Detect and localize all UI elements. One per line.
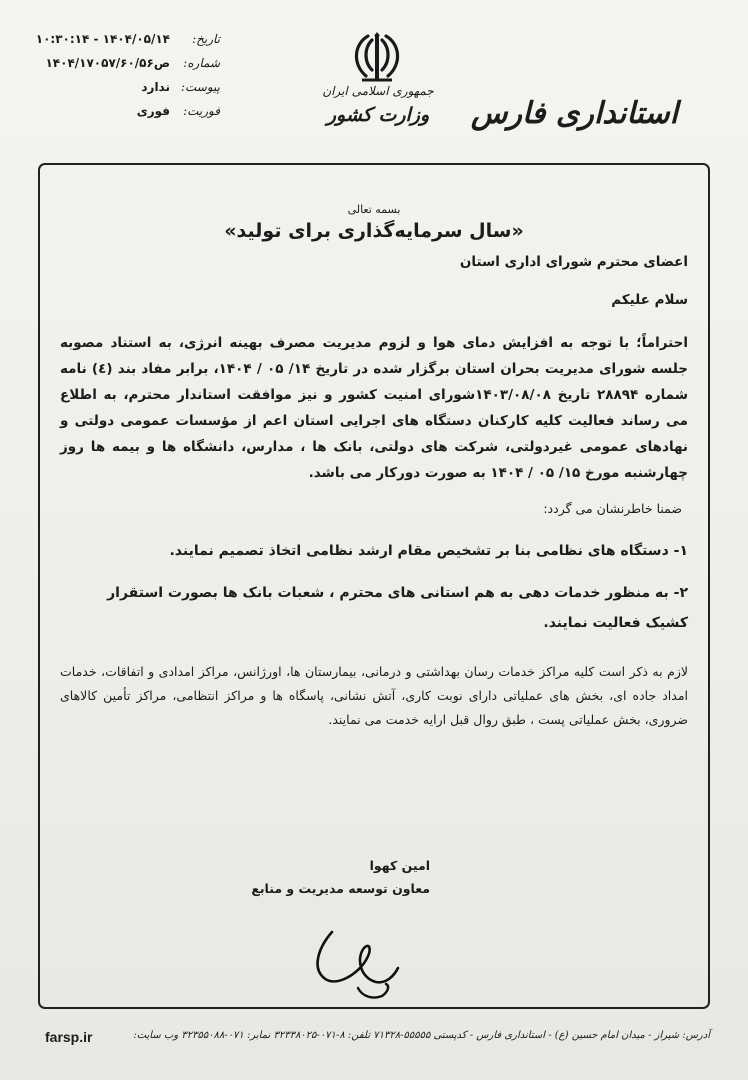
emblem-caption <box>318 84 438 126</box>
meta-urgency-value: فوری <box>136 104 170 118</box>
meta-urgency <box>40 102 220 126</box>
meta-attachment <box>40 78 220 102</box>
meta-attachment-label: پیوست: <box>180 80 220 94</box>
footer-address: آدرس: شیراز - میدان امام حسین (ع) - استانداری فارس - کدپستی ۵۵۵۵۵-۷۱۳۲۸ تلفن: ۸-۰۷۱-۳۲۳۳۸۰۲۵ نمابر: ۰۷۱-۳۲۳۵۵۰۸۸ وب سایت: <box>133 1030 710 1041</box>
main-paragraph: احتراماً؛ با توجه به افزایش دمای هوا و لزوم مدیریت مصرف بهینه انرژی، به استناد مصوبه جلسه شورای مدیریت بحران استان برگزار شده در تاریخ ۱۴/ ۰۵ / ۱۴۰۴، برابر مفاد بند (٤) نامه شماره ۲۸۸۹۴ تاریخ ۱۴۰۳/۰۸/۰۸شورای امنیت کشور و نیز موافقت استاندار محترم، به اطلاع می رساند فعالیت کلیه کارکنان دستگاه های اجرایی استان اعم از مؤسسات عمومی دولتی و نهادهای عمومی غیردولتی، شرکت های دولتی، بانک ها ، مدارس، دانشگاه ها و بیمه ها روز چهارشنبه مورخ ۱۵/ ۰۵ / ۱۴۰۴ به صورت دورکار می باشد. <box>60 335 688 481</box>
meta-number-label: شماره: <box>183 56 220 70</box>
year-slogan: «سال سرمایه‌گذاری برای تولید» <box>224 220 524 242</box>
letter-body <box>60 203 688 732</box>
signer-name: امین کهوا <box>369 858 430 873</box>
meta-date-value: ۱۴۰۴/۰۵/۱۴ - ۱۰:۳۰:۱۴ <box>35 32 170 46</box>
notice-line: ضمنا خاطرنشان می گردد: <box>543 501 682 516</box>
signature-block <box>250 858 430 896</box>
greeting: سلام علیکم <box>611 292 688 308</box>
meta-attachment-value: ندارد <box>141 80 170 94</box>
item-banks: ۲- به منظور خدمات دهی به هم استانی های محترم ، شعبات بانک ها بصورت استقرار کشیک فعالیت نمایند. <box>107 585 688 631</box>
iran-emblem-icon <box>346 30 408 86</box>
invocation: بسمه تعالی <box>347 203 401 216</box>
letter-meta <box>35 30 220 126</box>
emblem-ministry: وزارت کشور <box>326 104 430 126</box>
meta-date-label: تاریخ: <box>192 32 220 46</box>
closing-paragraph: لازم به ذکر است کلیه مراکز خدمات رسان بهداشتی و درمانی، بیمارستان ها، اورژانس، مراکز امدادی و اتفاقات، خدمات امداد جاده ای، بخش های عملیاتی دارای نوبت کاری، آتش نشانی، پاسگاه ها و مراکز انتظامی، مراکز تأمین کالاهای ضروری، بخش عملیاتی پست ، طبق روال قبل ارایه خدمت می نمایند. <box>60 664 688 727</box>
meta-number-value: ص۱۴۰۴/۱۷۰۵۷/۶۰/۵۶ <box>45 56 170 70</box>
handwritten-signature-icon <box>300 918 410 1008</box>
item-military: ۱- دستگاه های نظامی بنا بر تشخیص مقام ارشد نظامی اتخاذ تصمیم نمایند. <box>169 543 688 559</box>
meta-urgency-label: فوریت: <box>183 104 220 118</box>
signer-position: معاون توسعه مدیریت و منابع <box>251 881 430 896</box>
footer-website[interactable]: farsp.ir <box>45 1029 93 1045</box>
letter-footer <box>0 1026 748 1052</box>
meta-number <box>40 54 220 78</box>
addressee: اعضای محترم شورای اداری استان <box>459 254 688 270</box>
organization-title: استانداری فارس <box>470 96 678 131</box>
emblem-country: جمهوری اسلامی ایران <box>322 84 434 98</box>
meta-date <box>35 30 220 54</box>
